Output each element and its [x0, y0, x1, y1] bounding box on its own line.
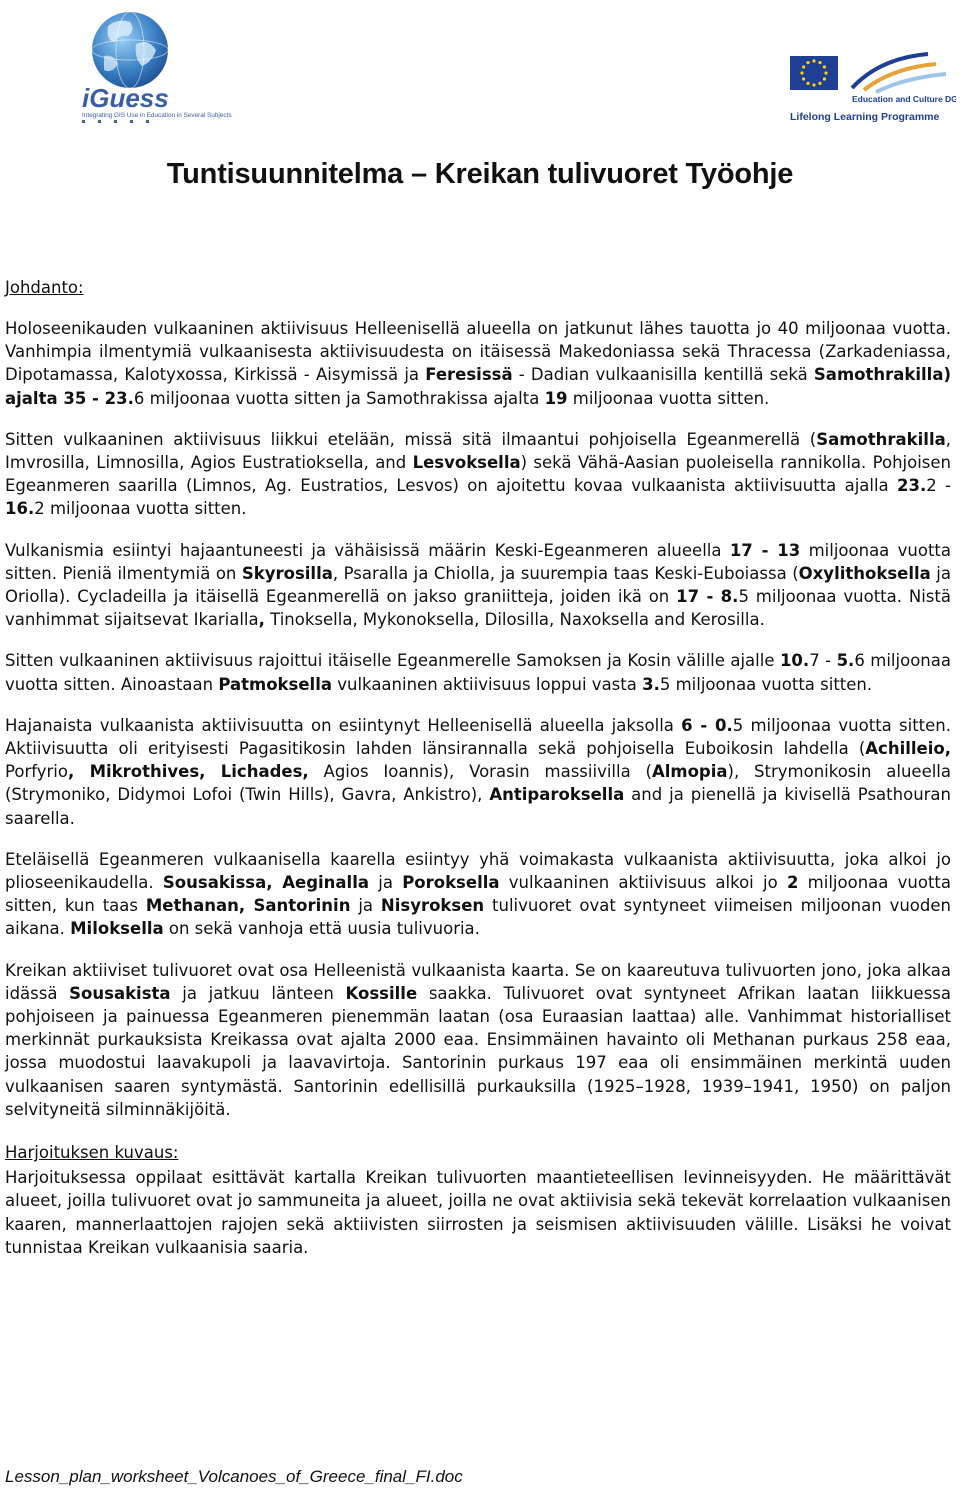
text-run: Holoseenikauden vulkaaninen aktiivisuus Helleenisellä alueella on jatkunut lähes tauotta jo 40 miljoonaa vuotta. Vanhimpia ilmentymiä vulkaanisesta aktiivisuudesta on itäisessä Makedoniassa sekä Thracessa (Zarkadeniassa, Dipotamassa, Kalotyxossa, Kirkissä - Aisymissä ja: [5, 319, 951, 385]
bold-text: 17 - 8.: [676, 587, 739, 607]
text-run: , Imvrosilla, Limnosilla, Agios Eustratioksella, and: [5, 429, 951, 473]
text-run: saakka. Tulivuoret ovat syntyneet Afrikan laatan liikkuessa pohjoiseen ja painuessa Egeanmeren pienemmän laatan (osa Euraasian laattaa) alle. Vanhimmat historialliset merkinnät purkauksista Kreikassa ovat ajalta 2000 eaa. Ensimmäinen havainto oli Methanan purkaus 258 eaa, jossa muodostui laavakupoli ja laavavirtoja. Santorinin purkaus 197 eaa oli ensimmäinen merkintä uuden vulkaanisen saaren syntymästä. Santorinin edellisillä purkauksilla (1925–1928, 1939–1941, 1950) on paljon selvityneitä silminnäkijöitä.: [5, 983, 952, 1119]
text-run: 5 miljoonaa vuotta sitten. Aktiivisuutta oli erityisesti Pagasitikosin lahden länsirannalla sekä pohjoisella Euboikosin lahdella (: [5, 715, 951, 759]
bold-text: Patmoksella: [218, 674, 332, 694]
text-run: ja: [369, 873, 403, 893]
bold-text: Skyrosilla: [241, 563, 333, 583]
bold-text: 17 - 13: [729, 540, 801, 560]
bold-text: Almopia: [651, 762, 728, 782]
bold-text: Sousakista: [69, 983, 171, 1003]
iguess-tagline: Integrating GIS Use in Education in Several Subjects: [82, 112, 232, 119]
text-run: 7 -: [809, 651, 837, 671]
text-run: Agios Ioannis), Vorasin massiivilla (: [308, 762, 652, 782]
llp-label: Lifelong Learning Programme: [790, 111, 940, 123]
text-run: Sitten vulkaaninen aktiivisuus rajoittui itäiselle Egeanmerelle Samoksen ja Kosin välille ajalle: [5, 651, 780, 671]
iguess-logo: [78, 4, 248, 128]
bold-text: Nisyroksen: [380, 896, 485, 916]
text-run: miljoonaa vuotta sitten.: [567, 388, 770, 408]
eu-flag-icon: [790, 56, 838, 90]
text-run: vulkaaninen aktiivisuus loppui vasta: [332, 674, 643, 694]
bold-text: Antiparoksella: [489, 785, 625, 805]
bold-text: Feresissä: [425, 365, 513, 385]
dg-label: Education and Culture DG: [852, 94, 956, 104]
text-run: 6 miljoonaa vuotta sitten ja Samothrakissa ajalta: [133, 388, 545, 408]
bold-text: Miloksella: [70, 919, 164, 939]
paragraph: [5, 848, 951, 941]
text-run: - Dadian vulkaanisilla kentillä sekä: [512, 365, 814, 385]
text-run: Kreikan aktiiviset tulivuoret ovat osa Helleenistä vulkaanista kaarta. Se on kaareutuva tulivuorten jono, joka alkaa idässä: [5, 960, 951, 1003]
text-run: on sekä vanhoja että uusia tulivuoria.: [163, 919, 480, 939]
text-run: ja: [350, 896, 381, 916]
text-run: 5 miljoonaa vuotta sitten.: [659, 674, 873, 694]
bold-text: Samothrakilla: [816, 429, 946, 449]
text-run: vulkaaninen aktiivisuus alkoi jo: [499, 873, 787, 893]
bold-text: 16.: [5, 499, 35, 519]
text-run: tulivuoret ovat syntyneet viimeisen miljoonan vuoden aikana.: [5, 896, 951, 939]
paragraph: [5, 714, 951, 830]
text-run: , Psaralla ja Chiolla, ja suurempia taas Keski-Euboiassa (: [332, 563, 799, 583]
paragraph: [5, 959, 951, 1121]
paragraph: [5, 649, 951, 695]
document-body: [5, 276, 951, 1277]
bold-text: Oxylithoksella: [798, 563, 931, 583]
globe-icon: [92, 12, 168, 88]
bold-text: Lesvoksella: [412, 453, 521, 473]
text-run: Sitten vulkaaninen aktiivisuus liikkui etelään, missä sitä ilmaantui pohjoisella Egeanmerellä (: [5, 429, 817, 449]
bold-text: , Mikrothives, Lichades,: [68, 762, 309, 782]
text-run: ja Oriolla). Cycladeilla ja itäisellä Egeanmerellä on jakso graniitteja, joiden ikä on: [5, 563, 951, 607]
text-run: miljoonaa vuotta sitten, kun taas: [5, 873, 951, 916]
bold-text: Sousakissa, Aeginalla: [162, 873, 369, 893]
page-title: Tuntisuunnitelma – Kreikan tulivuoret Työohje: [166, 158, 794, 190]
text-run: and ja pienellä ja kivisellä Psathouran saarella.: [5, 785, 952, 828]
text-run: Vulkanismia esiintyi hajaantuneesti ja vähäisissä määrin Keski-Egeanmeren alueella: [5, 540, 730, 560]
paragraph: [5, 428, 951, 521]
bold-text: Methanan, Santorinin: [145, 896, 351, 916]
text-run: 5 miljoonaa vuotta. Nistä vanhimmat sijaitsevat Ikarialla: [5, 587, 951, 630]
footer-filename: Lesson_plan_worksheet_Volcanoes_of_Greece_final_FI.doc: [5, 1467, 463, 1486]
text-run: Hajanaista vulkaanista aktiivisuutta on esiintynyt Helleenisellä alueella jaksolla: [5, 715, 682, 735]
text-run: 2 miljoonaa vuotta sitten.: [34, 499, 247, 519]
bold-text: 2: [786, 873, 799, 893]
iguess-wordmark: iGuess: [82, 83, 169, 113]
bold-text: 10.: [779, 651, 810, 671]
bold-text: Poroksella: [402, 873, 500, 893]
paragraph: [5, 317, 951, 410]
bold-text: Achilleio,: [865, 739, 951, 759]
bold-text: ,: [258, 610, 265, 630]
bold-text: Samothrakilla) ajalta 35 - 23.: [5, 365, 951, 408]
text-run: 6 miljoonaa vuotta sitten. Ainoastaan: [5, 651, 951, 694]
text-run: miljoonaa vuotta sitten. Pieniä ilmentymiä on: [5, 540, 951, 583]
text-run: ), Strymonikosin alueella (Strymoniko, Didymoi Lofoi (Twin Hills), Gavra, Ankistro),: [5, 762, 952, 805]
paragraph: [5, 539, 951, 632]
page-header: [0, 0, 960, 135]
exercise-paragraph: Harjoituksessa oppilaat esittävät kartalla Kreikan tulivuorten maantieteellisen levinneisyyden. He määrittävät alueet, joilla tulivuoret ovat jo sammuneita ja alueet, joilla ne ovat aktiivisia sekä tekevät korrelaation vulkaanisen kaaren, mannerlaattojen rajojen sekä aktiivisten siirrosten ja seismisen aktiivisuuden välille. Lisäksi he voivat tunnistaa Kreikan vulkaanisia saaria.: [5, 1168, 951, 1257]
swoosh-icon: [852, 54, 946, 92]
text-run: Tinoksella, Mykonoksella, Dilosilla, Naxoksella and Kerosilla.: [264, 610, 765, 630]
bold-text: 3.: [642, 674, 660, 694]
eu-lifelong-learning-logo: [760, 50, 956, 125]
text-run: Porfyrio: [5, 762, 68, 782]
bold-text: 23.: [896, 476, 927, 496]
exercise-heading: Harjoituksen kuvaus:: [5, 1143, 179, 1163]
text-run: 2 -: [926, 476, 951, 496]
bold-text: Kossille: [345, 983, 418, 1003]
text-run: ) sekä Vähä-Aasian puoleisella rannikolla. Pohjoisen Egeanmeren saarilla (Limnos, Ag. Eustratios, Lesvos) on ajoitettu kovaa vulkaanista aktiivisuutta ajalla: [5, 453, 952, 496]
bold-text: 19: [544, 388, 568, 408]
text-run: Eteläisellä Egeanmeren vulkaanisella kaarella esiintyy yhä voimakasta vulkaanista aktiivisuutta, joka alkoi jo plioseenikaudella.: [5, 849, 951, 893]
intro-heading: Johdanto:: [5, 278, 84, 297]
bold-text: 6 - 0.: [681, 715, 733, 735]
bold-text: 5.: [836, 651, 855, 671]
text-run: ja jatkuu länteen: [170, 983, 346, 1003]
